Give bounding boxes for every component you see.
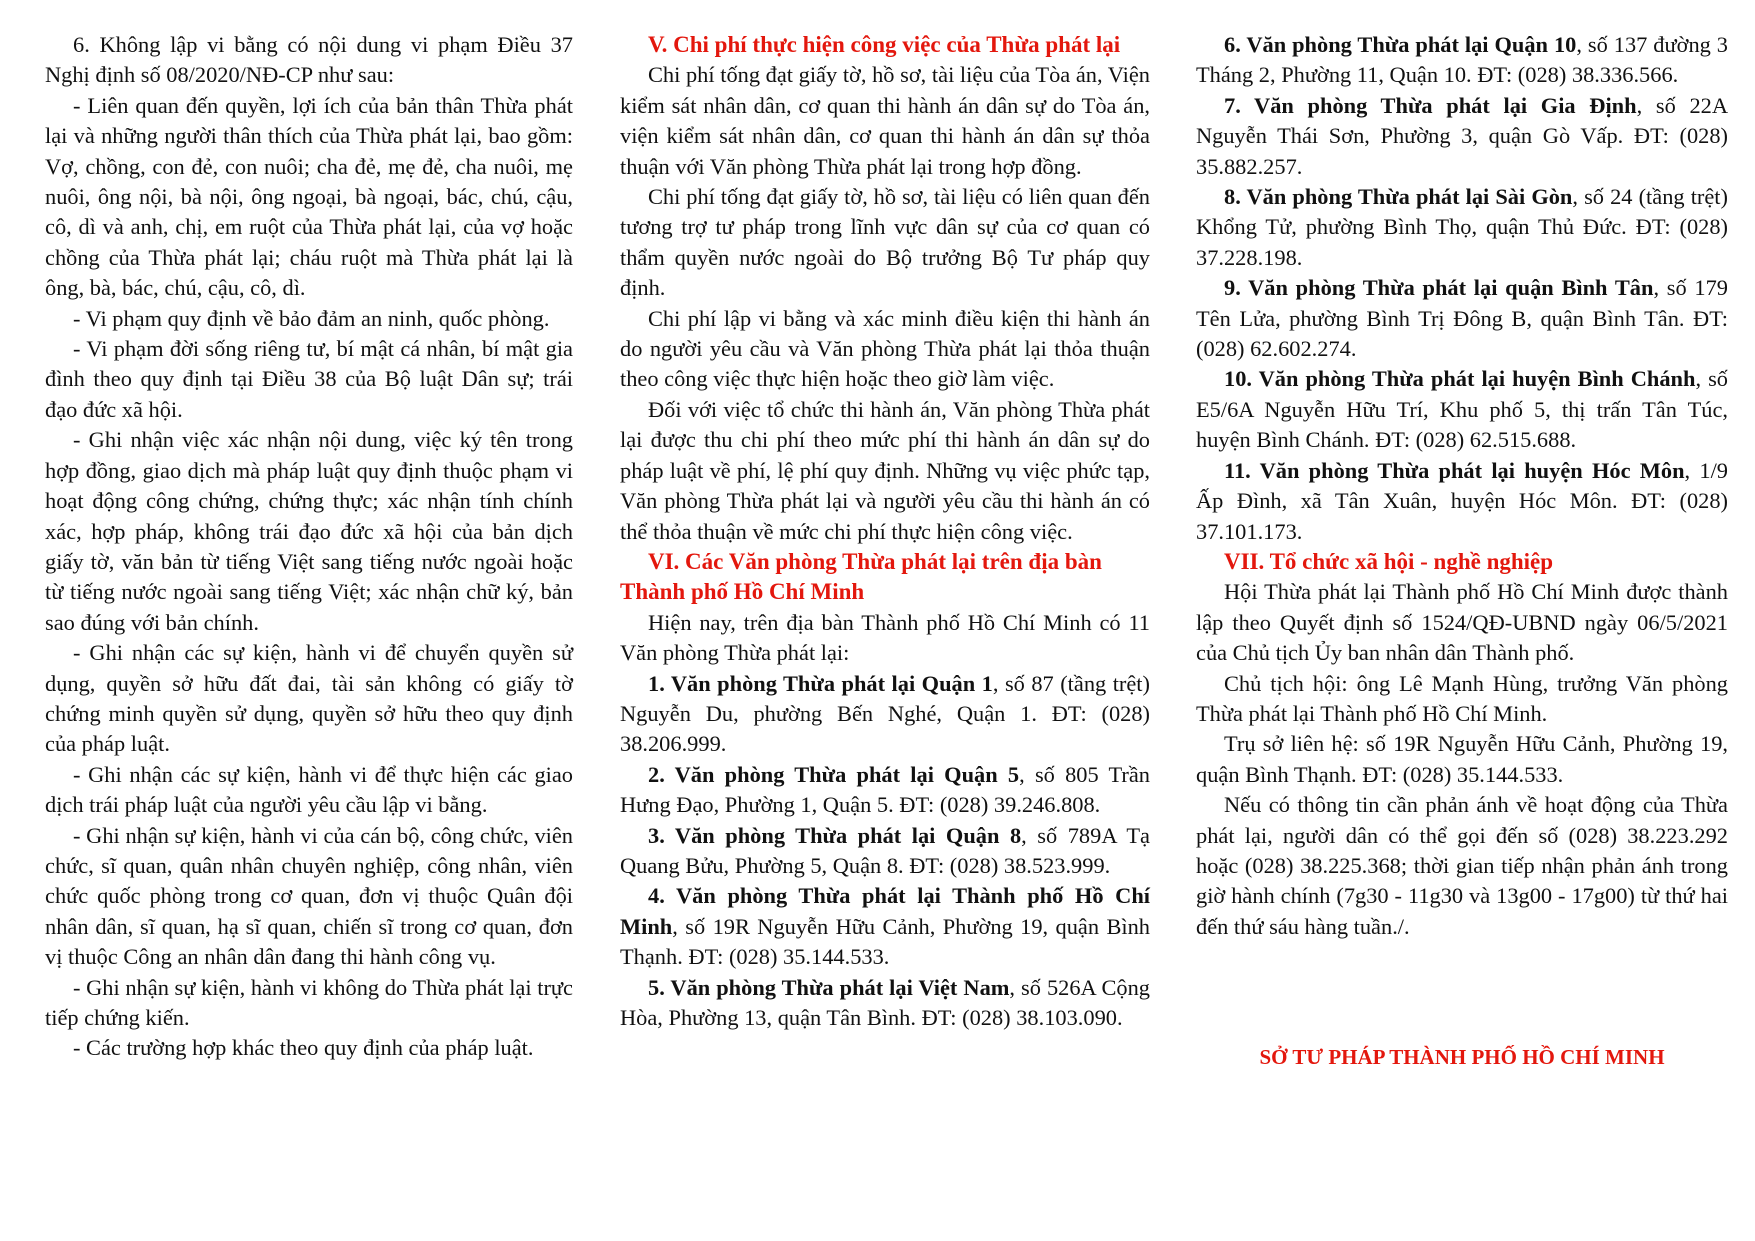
prohibition-item: - Liên quan đến quyền, lợi ích của bản thân Thừa phát lại và những người thân thích của Thừa phát lại, bao gồm: Vợ, chồng, con đẻ, con nuôi; cha đẻ, mẹ đẻ, cha nuôi, mẹ nuôi, ông nội, bà nội, ông ngoại, bà ngoại, bác, chú, cậu, cô, dì và anh, chị, em ruột của Thừa phát lại, của vợ hoặc chồng của Thừa phát lại; cháu ruột mà Thừa phát lại là ông, bà, bác, chú, cậu, cô, dì. [45,92,573,301]
section-7-paragraph: Hội Thừa phát lại Thành phố Hồ Chí Minh được thành lập theo Quyết định số 1524/QĐ-UBND ngày 06/5/2021 của Chủ tịch Ủy ban nhân dân Thành phố. [1196,579,1728,666]
office-entry [620,973,1150,1034]
prohibition-item: - Ghi nhận việc xác nhận nội dung, việc ký tên trong hợp đồng, giao dịch mà pháp luật quy định thuộc phạm vi hoạt động công chứng, chứng thực; xác nhận tính chính xác, hợp pháp, không trái đạo đức xã hội của bản dịch giấy tờ, văn bản từ tiếng Việt sang tiếng nước ngoài hoặc từ tiếng nước ngoài sang tiếng Việt; xác nhận chữ ký, bản sao đúng với bản chính. [45,427,573,635]
office-entry [1196,456,1728,547]
prohibition-item: - Các trường hợp khác theo quy định của pháp luật. [73,1035,534,1061]
office-name: 2. Văn phòng Thừa phát lại Quận 5 [648,761,1020,787]
office-entry [1196,364,1728,455]
office-name: 9. Văn phòng Thừa phát lại quận Bình Tân [1224,275,1654,301]
prohibition-item: - Vi phạm quy định về bảo đảm an ninh, quốc phòng. [73,305,550,331]
office-entry [1196,182,1728,273]
section-5-heading: V. Chi phí thực hiện công việc của Thừa phát lại [648,32,1121,57]
office-name: 1. Văn phòng Thừa phát lại Quận 1 [648,670,993,696]
prohibition-item: - Ghi nhận sự kiện, hành vi không do Thừa phát lại trực tiếp chứng kiến. [45,974,573,1030]
section-5-paragraph: Đối với việc tổ chức thi hành án, Văn phòng Thừa phát lại được thu chi phí theo mức phí thi hành án dân sự do pháp luật về phí, lệ phí quy định. Những vụ việc phức tạp, Văn phòng Thừa phát lại và người yêu cầu thi hành án có thể thỏa thuận về mức chi phí thực hiện công việc. [620,396,1150,544]
office-detail: , số 526A Cộng Hòa, Phường 13, quận Tân Bình. ĐT: (028) 38.103.090. [620,974,1151,1030]
section-7-paragraph: Nếu có thông tin cần phản ánh về hoạt động của Thừa phát lại, người dân có thể gọi đến số (028) 38.223.292 hoặc (028) 38.225.368; thời gian tiếp nhận phản ánh trong giờ hành chính (7g30 - 11g30 và 13g00 - 17g00) từ thứ hai đến thứ sáu hàng tuần./. [1196,792,1728,939]
office-detail: , số 19R Nguyễn Hữu Cảnh, Phường 19, quận Bình Thạnh. ĐT: (028) 35.144.533. [620,913,1150,970]
office-detail: , số 87 (tầng trệt) Nguyễn Du, phường Bến Nghé, Quận 1. ĐT: (028) 38.206.999. [620,670,1150,757]
office-detail: , số 137 đường 3 Tháng 2, Phường 11, Quận 10. ĐT: (028) 38.336.566. [1196,32,1728,88]
column-left [45,30,573,1064]
prohibition-item: - Ghi nhận các sự kiện, hành vi để chuyển quyền sử dụng, quyền sở hữu đất đai, tài sản không có giấy tờ chứng minh quyền sử dụng, quyền sở hữu theo quy định của pháp luật. [45,640,573,757]
section-6-heading: VI. Các Văn phòng Thừa phát lại trên địa bàn Thành phố Hồ Chí Minh [620,548,1102,605]
prohibition-item: - Vi phạm đời sống riêng tư, bí mật cá nhân, bí mật gia đình theo quy định tại Điều 38 của Bộ luật Dân sự; trái đạo đức xã hội. [45,336,573,422]
office-name: 8. Văn phòng Thừa phát lại Sài Gòn [1224,184,1573,210]
section-5-paragraph: Chi phí lập vi bằng và xác minh điều kiện thi hành án do người yêu cầu và Văn phòng Thừa phát lại thỏa thuận theo công việc thực hiện hoặc theo giờ làm việc. [620,305,1150,392]
office-entry [620,881,1150,972]
office-detail: , số E5/6A Nguyễn Hữu Trí, Khu phố 5, thị trấn Tân Túc, huyện Bình Chánh. ĐT: (028) 62.515.688. [1196,366,1729,453]
office-name: 5. Văn phòng Thừa phát lại Việt Nam [648,974,1010,1000]
office-entry [620,669,1150,760]
office-entry [620,760,1150,821]
prohibition-intro: 6. Không lập vi bằng có nội dung vi phạm Điều 37 Nghị định số 08/2020/NĐ-CP như sau: [45,32,573,88]
office-detail: , 1/9 Ấp Đình, xã Tân Xuân, huyện Hóc Môn. ĐT: (028) 37.101.173. [1196,457,1729,544]
office-entry [1196,91,1728,182]
prohibition-item: - Ghi nhận các sự kiện, hành vi để thực hiện các giao dịch trái pháp luật của người yêu cầu lập vi bằng. [45,761,573,818]
office-detail: , số 24 (tầng trệt) Khổng Tử, phường Bình Thọ, quận Thủ Đức. ĐT: (028) 37.228.198. [1196,184,1728,270]
section-7-paragraph: Chủ tịch hội: ông Lê Mạnh Hùng, trưởng Văn phòng Thừa phát lại Thành phố Hồ Chí Minh. [1196,670,1728,726]
office-name: 11. Văn phòng Thừa phát lại huyện Hóc Môn [1224,457,1685,483]
column-middle [620,30,1150,1033]
office-entry [620,821,1150,882]
issuer-signature: SỞ TƯ PHÁP THÀNH PHỐ HỒ CHÍ MINH [1259,1045,1665,1069]
office-name: 10. Văn phòng Thừa phát lại huyện Bình Chánh [1224,366,1696,392]
office-entry [1196,273,1728,364]
office-name: 3. Văn phòng Thừa phát lại Quận 8 [648,822,1022,848]
section-7-paragraph: Trụ sở liên hệ: số 19R Nguyễn Hữu Cảnh, Phường 19, quận Bình Thạnh. ĐT: (028) 35.144.533. [1196,731,1728,787]
office-detail: , số 789A Tạ Quang Bửu, Phường 5, Quận 8. ĐT: (028) 38.523.999. [620,822,1150,878]
office-detail: , số 22A Nguyễn Thái Sơn, Phường 3, quận Gò Vấp. ĐT: (028) 35.882.257. [1196,92,1729,179]
column-right [1196,30,1728,942]
office-name: 6. Văn phòng Thừa phát lại Quận 10 [1224,32,1577,57]
section-6-intro: Hiện nay, trên địa bàn Thành phố Hồ Chí Minh có 11 Văn phòng Thừa phát lại: [620,609,1150,666]
office-detail: , số 179 Tên Lửa, phường Bình Trị Đông B, quận Bình Tân. ĐT: (028) 62.602.274. [1196,275,1728,362]
office-entry [1196,30,1728,91]
section-7-heading: VII. Tổ chức xã hội - nghề nghiệp [1224,548,1554,574]
section-5-paragraph: Chi phí tống đạt giấy tờ, hồ sơ, tài liệu của Tòa án, Viện kiểm sát nhân dân, cơ quan thi hành án dân sự do Tòa án, viện kiểm sát nhân dân, cơ quan thi hành án dân sự thỏa thuận với Văn phòng Thừa phát lại trong hợp đồng. [620,62,1150,179]
office-detail: , số 805 Trần Hưng Đạo, Phường 1, Quận 5. ĐT: (028) 39.246.808. [620,761,1150,818]
office-name: 4. Văn phòng Thừa phát lại Thành phố Hồ Chí Minh [620,883,1150,939]
prohibition-item: - Ghi nhận sự kiện, hành vi của cán bộ, công chức, viên chức, sĩ quan, quân nhân chuyên nghiệp, công nhân, viên chức quốc phòng trong cơ quan, đơn vị thuộc Quân đội nhân dân, sĩ quan, hạ sĩ quan, chiến sĩ trong cơ quan, đơn vị thuộc Công an nhân dân đang thi hành công vụ. [45,822,573,970]
office-name: 7. Văn phòng Thừa phát lại Gia Định [1224,92,1637,118]
section-5-paragraph: Chi phí tống đạt giấy tờ, hồ sơ, tài liệu có liên quan đến tương trợ tư pháp trong lĩnh vực dân sự của cơ quan có thẩm quyền nước ngoài do Bộ trưởng Bộ Tư pháp quy định. [620,184,1150,301]
